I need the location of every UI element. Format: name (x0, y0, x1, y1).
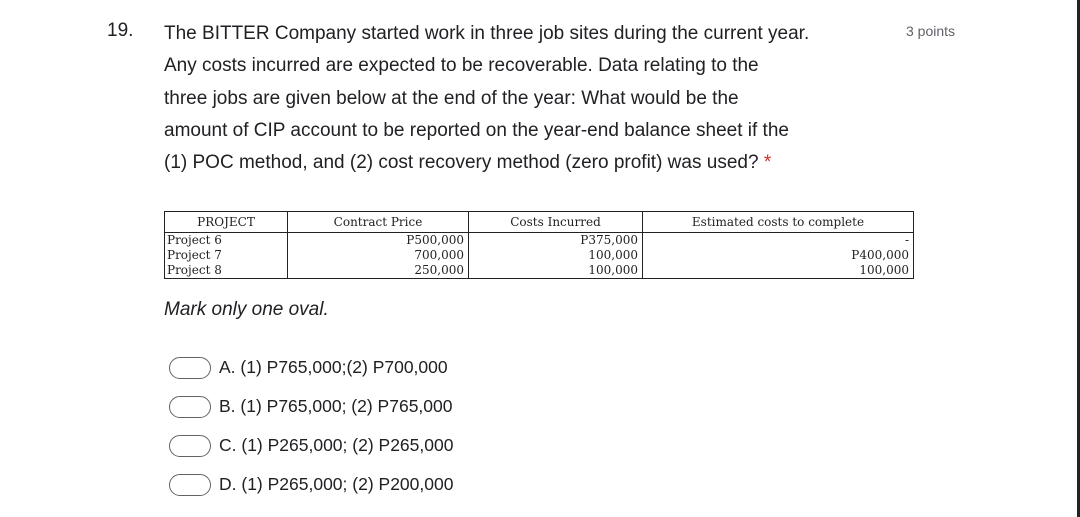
cell-contract-price: 250,000 (288, 263, 469, 279)
table-row (165, 248, 914, 263)
radio-oval[interactable] (169, 357, 211, 379)
cell-estimated-costs: P400,000 (643, 248, 914, 263)
question-line: three jobs are given below at the end of the year: What would be the (164, 87, 739, 109)
option-label[interactable]: C. (1) P265,000; (2) P265,000 (219, 435, 454, 455)
cell-costs-incurred: 100,000 (469, 263, 643, 279)
option-label[interactable]: A. (1) P765,000;(2) P700,000 (219, 357, 448, 377)
question-line: (1) POC method, and (2) cost recovery method (zero profit) was used? (164, 152, 759, 174)
option-c[interactable] (169, 426, 453, 465)
radio-oval[interactable] (169, 435, 211, 457)
required-asterisk: * (763, 152, 772, 174)
question-line: amount of CIP account to be reported on the year-end balance sheet if the (164, 119, 789, 141)
question-line: Any costs incurred are expected to be recoverable. Data relating to the (164, 55, 759, 77)
question-number: 19. (107, 20, 134, 41)
option-label[interactable]: B. (1) P765,000; (2) P765,000 (219, 396, 453, 416)
option-b[interactable] (169, 387, 453, 426)
cell-contract-price: P500,000 (288, 233, 469, 249)
cell-contract-price: 700,000 (288, 248, 469, 263)
job-data-table (164, 211, 914, 279)
table-row (165, 263, 914, 279)
option-d[interactable] (169, 465, 453, 504)
cell-project: Project 8 (165, 263, 288, 279)
header-project: PROJECT (165, 212, 288, 233)
question-text (164, 18, 904, 179)
cell-project: Project 7 (165, 248, 288, 263)
header-costs-incurred: Costs Incurred (469, 212, 643, 233)
table-row (165, 233, 914, 249)
question-line: The BITTER Company started work in three job sites during the current year. (164, 23, 810, 44)
radio-oval[interactable] (169, 396, 211, 418)
radio-oval[interactable] (169, 474, 211, 496)
option-label[interactable]: D. (1) P265,000; (2) P200,000 (219, 474, 454, 494)
answer-options (169, 348, 453, 504)
cell-project: Project 6 (165, 233, 288, 249)
question-line-last (164, 147, 904, 179)
cell-costs-incurred: P375,000 (469, 233, 643, 249)
instruction-text: Mark only one oval. (164, 299, 329, 320)
header-estimated-costs: Estimated costs to complete (643, 212, 914, 233)
points-label: 3 points (906, 23, 956, 39)
header-contract-price: Contract Price (288, 212, 469, 233)
option-a[interactable] (169, 348, 453, 387)
cell-estimated-costs: 100,000 (643, 263, 914, 279)
cell-costs-incurred: 100,000 (469, 248, 643, 263)
cell-estimated-costs: - (643, 233, 914, 249)
table-header-row (165, 212, 914, 233)
